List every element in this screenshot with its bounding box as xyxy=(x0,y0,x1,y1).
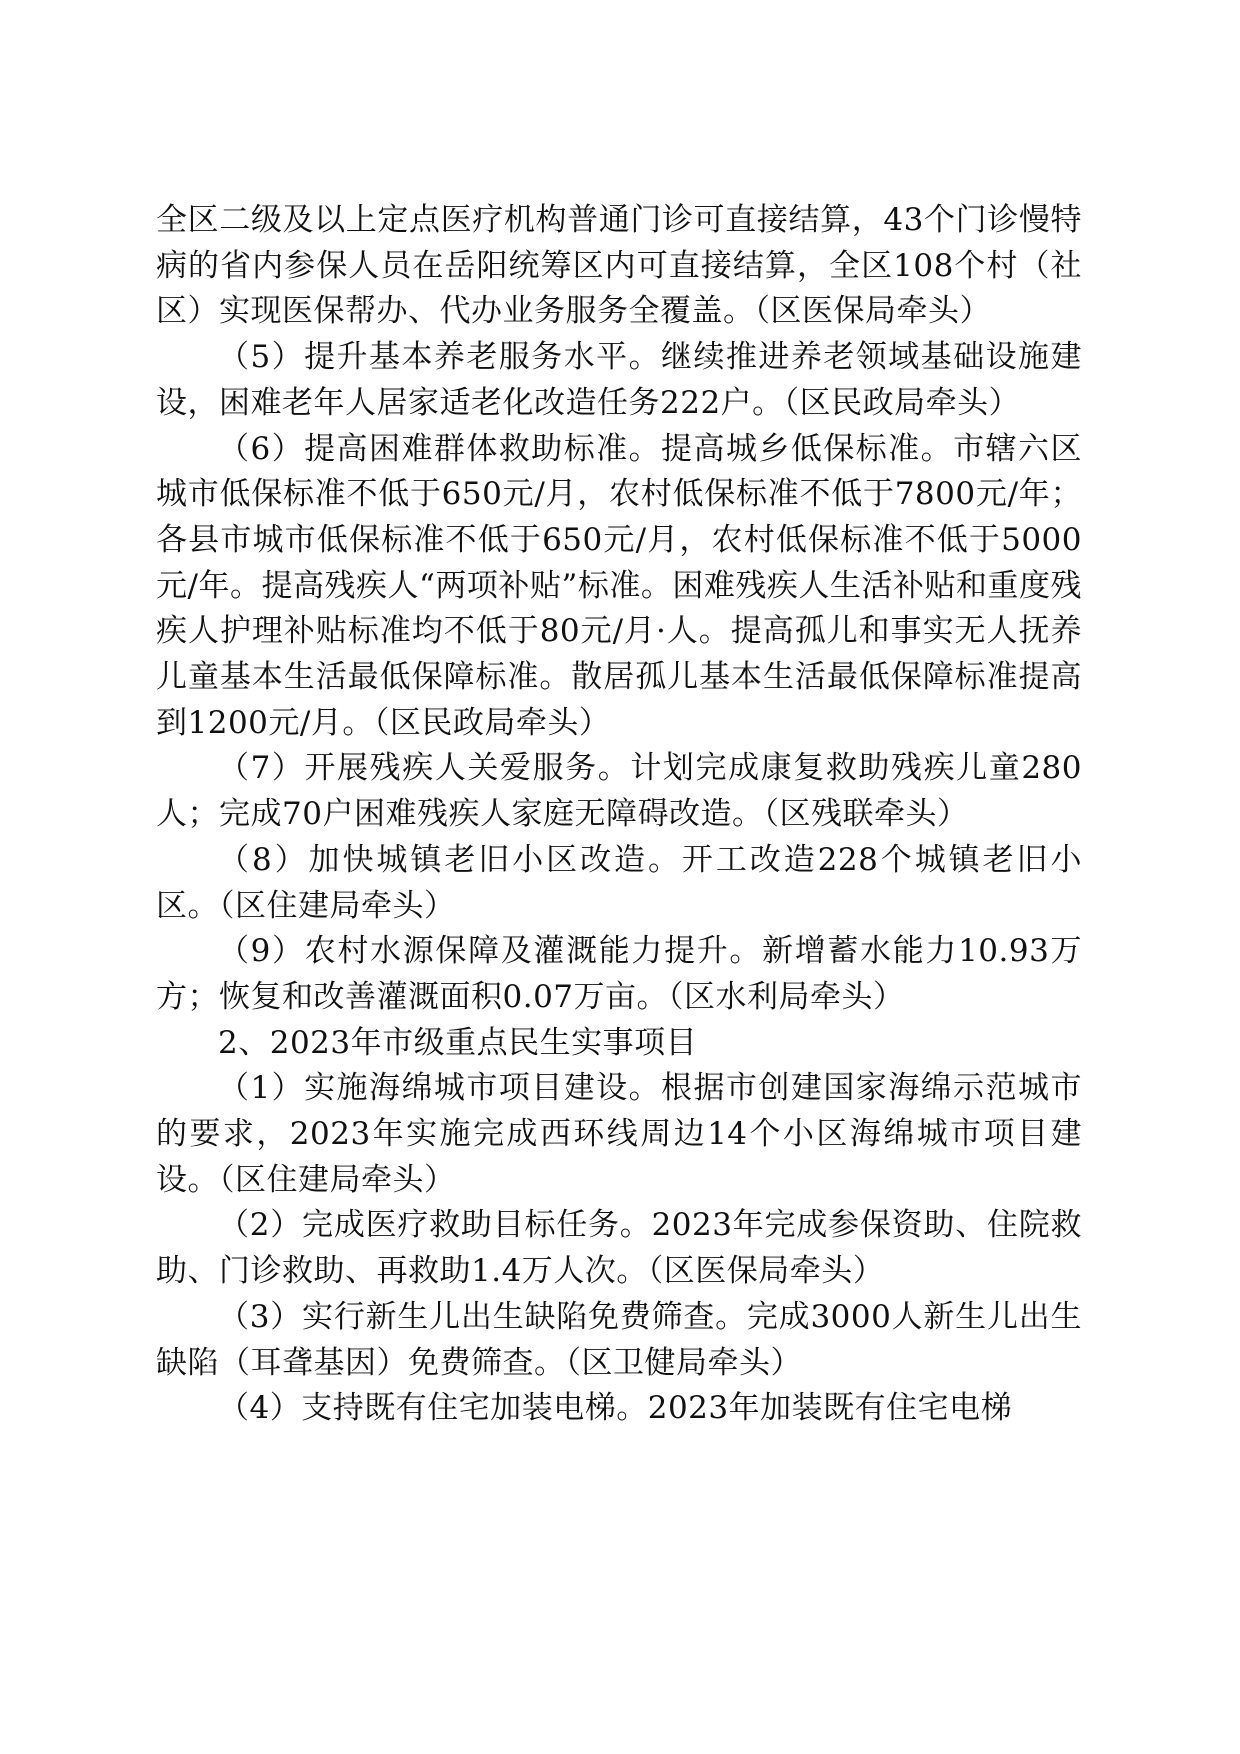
paragraph-item-6-assistance-standards: （6）提高困难群体救助标准。提高城乡低保标准。市辖六区城市低保标准不低于650元/月，农村低保标准不低于7800元/年；各县市城市低保标准不低于650元/月，农村低保标准不低于5000元/年。提高残疾人“两项补贴”标准。困难残疾人生活补贴和重度残疾人护理补贴标准均不低于80元/月·人。提高孤儿和事实无人抚养儿童基本生活最低保障标准。散居孤儿基本生活最低保障标准提高到1200元/月。（区民政局牵头） xyxy=(156,430,1082,741)
paragraph-item-3-newborn-screening: （3）实行新生儿出生缺陷免费筛查。完成3000人新生儿出生缺陷（耳聋基因）免费筛查。（区卫健局牵头） xyxy=(156,1298,1082,1381)
paragraph-item-4-elevator-installation: （4）支持既有住宅加装电梯。2023年加装既有住宅电梯 xyxy=(218,1390,1013,1427)
paragraph-item-9-water-irrigation: （9）农村水源保障及灌溉能力提升。新增蓄水能力10.93万方；恢复和改善灌溉面积0.07万亩。（区水利局牵头） xyxy=(156,933,1082,1015)
paragraph-item-8-old-community-renovation: （8）加快城镇老旧小区改造。开工改造228个城镇老旧小区。（区住建局牵头） xyxy=(156,841,1082,924)
paragraph-item-2-medical-assistance: （2）完成医疗救助目标任务。2023年完成参保资助、住院救助、门诊救助、再救助1.4万人次。（区医保局牵头） xyxy=(156,1207,1082,1290)
document-body xyxy=(156,198,1082,1432)
paragraph-item-5-elderly-care: （5）提升基本养老服务水平。继续推进养老领域基础设施建设，困难老年人居家适老化改造任务222户。（区民政局牵头） xyxy=(156,339,1082,421)
section-heading-city-projects: 2、2023年市级重点民生实事项目 xyxy=(218,1024,698,1061)
paragraph-continuation: 全区二级及以上定点医疗机构普通门诊可直接结算，43个门诊慢特病的省内参保人员在岳阳统筹区内可直接结算，全区108个村（社区）实现医保帮办、代办业务服务全覆盖。（区医保局牵头） xyxy=(156,202,1082,330)
paragraph-item-7-disability-services: （7）开展残疾人关爱服务。计划完成康复救助残疾儿童280人；完成70户困难残疾人家庭无障碍改造。（区残联牵头） xyxy=(156,750,1082,833)
paragraph-item-1-sponge-city: （1）实施海绵城市项目建设。根据市创建国家海绵示范城市的要求，2023年实施完成西环线周边14个小区海绵城市项目建设。（区住建局牵头） xyxy=(156,1070,1082,1198)
